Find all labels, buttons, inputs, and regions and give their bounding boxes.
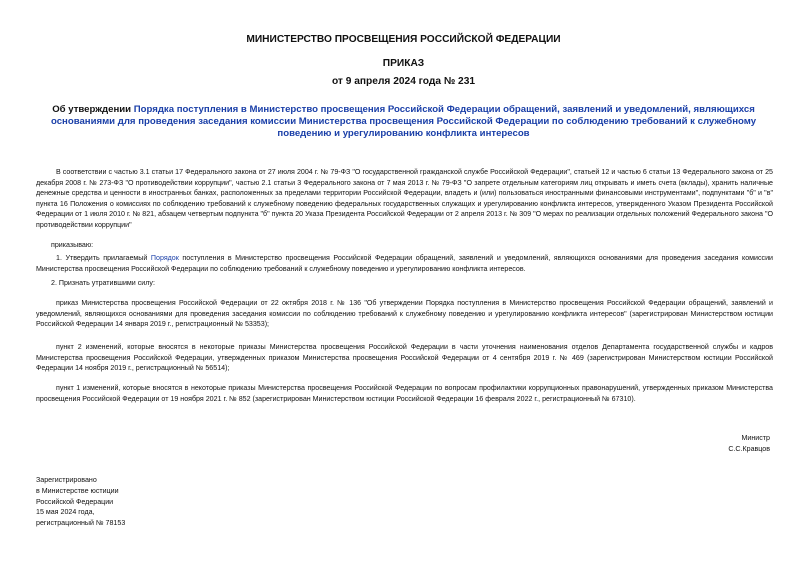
item-1-prefix: 1. Утвердить прилагаемый	[56, 254, 151, 262]
repealed-order-1: приказ Министерства просвещения Российской Федерации от 22 октября 2018 г. № 136 "Об утверждении Порядка поступления в Министерство просвещения Российской Федерации обращений, заявлений и уведомлений, являющихся основаниями для проведения заседания комиссии по соблюдению требований к служебному поведению и урегулированию конфликта интересов" (зарегистрирован Министерством юстиции Российской Федерации 14 января 2019 г., регистрационный № 53353);	[36, 299, 773, 329]
registration-block	[36, 475, 296, 529]
repealed-order-2: пункт 2 изменений, которые вносятся в некоторые приказы Министерства просвещения Российской Федерации в части уточнения наименования отделов Департамента государственной службы и кадров Министерства просвещения Российской Федерации, утвержденных приказом Министерства просвещения Российской Федерации от 4 сентября 2019 г. № 469 (зарегистрирован Министерством юстиции Российской Федерации 14 ноября 2019 г., регистрационный № 56514);	[36, 343, 773, 373]
legal-basis-paragraph: В соответствии с частью 3.1 статьи 17 Федерального закона от 27 июля 2004 г. № 79-ФЗ "О государственной гражданской службе Российской Федерации", статьей 12 и частью 6 статьи 13 Федерального закона от 25 декабря 2008 г. № 273-ФЗ "О противодействии коррупции", частью 2.1 статьи 3 Федерального закона от 7 мая 2013 г. № 79-ФЗ "О запрете отдельным категориям лиц открывать и иметь счета (вклады), хранить наличные денежные средства и ценности в иностранных банках, расположенных за пределами территории Российской Федерации, владеть и (или) пользоваться иностранными финансовыми инструментами", подпунктами "б" и "в" пункта 16 Положения о комиссиях по соблюдению требований к служебному поведению федеральных государственных служащих и урегулированию конфликта интересов, утвержденного Указом Президента Российской Федерации от 1 июля 2010 г. № 821, абзацем четвертым подпункта "б" пункта 20 Указа Президента Российской Федерации от 2 апреля 2013 г. № 309 "О мерах по реализации отдельных положений Федерального закона "О противодействии коррупции"	[36, 168, 773, 229]
item-1-suffix: поступления в Министерство просвещения Российской Федерации обращений, заявлений и уведомлений, являющихся основаниями для проведения заседания комиссии Министерства просвещения Российской Федерации по соблюдению требований к служебному поведению и урегулированию конфликта интересов.	[36, 254, 774, 273]
procedure-link[interactable]: Порядок	[150, 254, 179, 262]
title-prefix: Об утверждении	[52, 104, 134, 115]
signature-block	[570, 433, 770, 455]
signatory-position: Министр	[741, 434, 770, 442]
document-type: ПРИКАЗ	[382, 58, 425, 69]
registration-line-4: 15 мая 2024 года,	[36, 508, 95, 517]
title-procedure-link[interactable]: Порядка поступления в Министерство просвещения Российской Федерации обращений, заявлений и уведомлений, являющихся основаниями для проведения заседания комиссии Министерства просвещения Российской Федерации по соблюдению требований к служебному поведению и урегулированию конфликта интересов	[50, 104, 757, 139]
signatory-name: С.С.Кравцов	[728, 445, 770, 453]
ministry-name: МИНИСТЕРСТВО ПРОСВЕЩЕНИЯ РОССИЙСКОЙ ФЕДЕРАЦИИ	[246, 34, 561, 45]
registration-line-5: регистрационный № 78153	[36, 519, 126, 528]
registration-line-2: в Министерстве юстиции	[36, 486, 119, 495]
order-title	[24, 104, 783, 140]
item-1-paragraph	[36, 253, 773, 274]
registration-line-1: Зарегистрировано	[36, 476, 97, 484]
registration-line-3: Российской Федерации	[36, 497, 114, 506]
repealed-order-3: пункт 1 изменений, которые вносятся в некоторые приказы Министерства просвещения Российской Федерации по вопросам профилактики коррупционных правонарушений, утвержденных приказом Министерства просвещения Российской Федерации от 19 ноября 2021 г. № 852 (зарегистрирован Министерством юстиции Российской Федерации 16 февраля 2022 г., регистрационный № 67310).	[36, 384, 773, 403]
order-date-number: от 9 апреля 2024 года № 231	[331, 76, 476, 87]
order-word: приказываю:	[51, 241, 94, 249]
item-2-paragraph: 2. Признать утратившими силу:	[51, 279, 155, 287]
